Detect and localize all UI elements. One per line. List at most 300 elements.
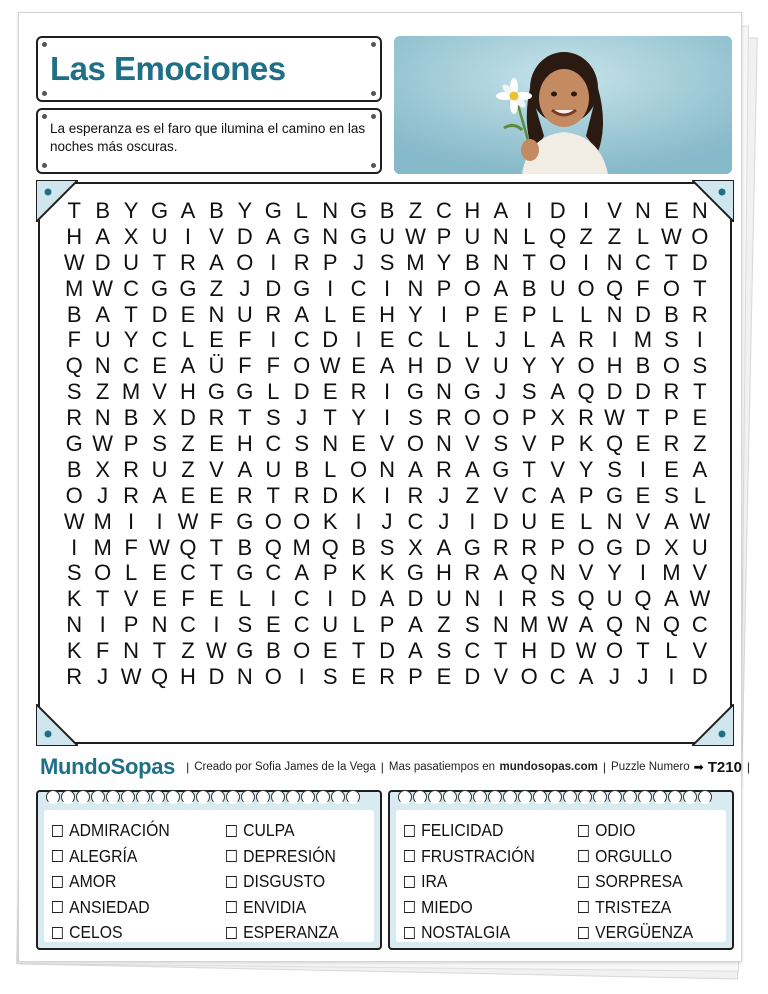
grid-cell[interactable]: I xyxy=(696,327,703,353)
grid-cell[interactable]: I xyxy=(99,612,106,638)
grid-cell[interactable]: K xyxy=(379,560,395,586)
grid-cell[interactable]: E xyxy=(550,508,565,534)
grid-cell[interactable]: N xyxy=(151,612,168,638)
grid-cell[interactable]: S xyxy=(265,405,281,431)
grid-cell[interactable]: H xyxy=(464,198,481,223)
grid-cell[interactable]: E xyxy=(635,482,651,508)
grid-cell[interactable]: S xyxy=(294,431,310,457)
grid-cell[interactable]: I xyxy=(383,275,391,301)
grid-cell[interactable]: W xyxy=(575,638,597,664)
grid-cell[interactable]: S xyxy=(465,612,480,638)
grid-cell[interactable]: N xyxy=(407,275,424,301)
grid-cell[interactable]: V xyxy=(465,353,480,379)
grid-cell[interactable]: W xyxy=(319,353,341,379)
grid-cell[interactable]: C xyxy=(521,482,538,508)
grid-cell[interactable]: F xyxy=(181,586,195,612)
grid-cell[interactable]: D xyxy=(322,327,339,353)
grid-cell[interactable]: G xyxy=(179,275,197,301)
checkbox-icon[interactable] xyxy=(226,901,237,913)
grid-cell[interactable]: W xyxy=(689,586,711,612)
grid-cell[interactable]: P xyxy=(578,482,594,508)
grid-cell[interactable]: I xyxy=(128,508,135,534)
grid-cell[interactable]: S xyxy=(379,249,395,275)
grid-cell[interactable]: T xyxy=(152,249,167,275)
grid-cell[interactable]: E xyxy=(664,456,679,482)
site-link[interactable]: mundosopas.com xyxy=(499,761,598,773)
grid-cell[interactable]: E xyxy=(322,638,338,664)
grid-cell[interactable]: D xyxy=(691,249,708,275)
grid-cell[interactable]: L xyxy=(665,638,678,664)
grid-cell[interactable]: O xyxy=(463,275,481,301)
grid-cell[interactable]: A xyxy=(493,198,509,223)
grid-cell[interactable]: L xyxy=(523,327,536,353)
grid-cell[interactable]: K xyxy=(351,560,366,586)
grid-cell[interactable]: R xyxy=(691,301,708,327)
grid-cell[interactable]: W xyxy=(547,612,569,638)
grid-cell[interactable]: S xyxy=(66,560,82,586)
grid-cell[interactable]: R xyxy=(350,379,367,405)
grid-cell[interactable]: Y xyxy=(408,301,423,327)
grid-cell[interactable]: L xyxy=(295,198,308,223)
checkbox-icon[interactable] xyxy=(52,876,63,888)
grid-cell[interactable]: J xyxy=(97,664,109,690)
checkbox-icon[interactable] xyxy=(52,927,63,939)
grid-cell[interactable]: Y xyxy=(578,456,594,482)
grid-cell[interactable]: U xyxy=(94,327,111,353)
grid-cell[interactable]: T xyxy=(664,249,679,275)
grid-cell[interactable]: I xyxy=(497,586,504,612)
grid-cell[interactable]: L xyxy=(523,223,536,249)
grid-cell[interactable]: P xyxy=(436,275,452,301)
grid-cell[interactable]: V xyxy=(379,431,395,457)
grid-cell[interactable]: P xyxy=(465,301,480,327)
grid-cell[interactable]: T xyxy=(209,560,224,586)
grid-cell[interactable]: H xyxy=(180,379,196,405)
grid-cell[interactable]: H xyxy=(435,560,452,586)
grid-cell[interactable]: P xyxy=(550,431,565,457)
grid-cell[interactable]: Ü xyxy=(208,353,225,379)
grid-cell[interactable]: P xyxy=(322,560,338,586)
grid-cell[interactable]: T xyxy=(238,405,252,431)
grid-cell[interactable]: Q xyxy=(520,560,538,586)
grid-cell[interactable]: F xyxy=(67,327,81,353)
grid-cell[interactable]: S xyxy=(550,586,565,612)
grid-cell[interactable]: O xyxy=(264,508,282,534)
grid-cell[interactable]: M xyxy=(292,534,311,560)
grid-cell[interactable]: I xyxy=(270,249,277,275)
grid-cell[interactable]: M xyxy=(662,560,681,586)
grid-cell[interactable]: R xyxy=(578,405,595,431)
grid-cell[interactable]: J xyxy=(495,379,507,405)
grid-cell[interactable]: E xyxy=(265,612,281,638)
grid-cell[interactable]: L xyxy=(324,456,337,482)
grid-cell[interactable]: F xyxy=(124,534,138,560)
grid-cell[interactable]: W xyxy=(405,223,426,249)
grid-cell[interactable]: E xyxy=(180,301,196,327)
grid-cell[interactable]: I xyxy=(639,456,647,482)
grid-cell[interactable]: A xyxy=(493,560,509,586)
grid-cell[interactable]: W xyxy=(689,508,711,534)
grid-cell[interactable]: H xyxy=(66,223,83,249)
grid-cell[interactable]: B xyxy=(635,353,651,379)
grid-cell[interactable]: R xyxy=(66,664,83,690)
grid-cell[interactable]: S xyxy=(152,431,167,457)
grid-cell[interactable]: A xyxy=(408,638,423,664)
grid-cell[interactable]: C xyxy=(435,198,452,223)
grid-cell[interactable]: N xyxy=(606,249,623,275)
grid-cell[interactable]: P xyxy=(322,249,338,275)
grid-cell[interactable]: N xyxy=(606,301,623,327)
grid-cell[interactable]: Q xyxy=(634,586,652,612)
grid-cell[interactable]: R xyxy=(521,534,538,560)
grid-cell[interactable]: X xyxy=(95,456,110,482)
grid-cell[interactable]: R xyxy=(66,405,83,431)
grid-cell[interactable]: L xyxy=(181,327,195,353)
grid-cell[interactable]: O xyxy=(492,405,510,431)
grid-cell[interactable]: N xyxy=(66,612,83,638)
grid-cell[interactable]: I xyxy=(383,405,391,431)
grid-cell[interactable]: R xyxy=(293,249,310,275)
grid-cell[interactable]: S xyxy=(521,379,537,405)
checkbox-icon[interactable] xyxy=(226,850,237,862)
grid-cell[interactable]: U xyxy=(236,301,253,327)
grid-cell[interactable]: U xyxy=(322,612,339,638)
grid-cell[interactable]: D xyxy=(492,508,509,534)
grid-cell[interactable]: B xyxy=(237,534,253,560)
grid-cell[interactable]: O xyxy=(65,482,83,508)
grid-cell[interactable]: O xyxy=(463,405,481,431)
grid-cell[interactable]: G xyxy=(236,379,254,405)
grid-cell[interactable]: D xyxy=(208,664,225,690)
grid-cell[interactable]: R xyxy=(492,534,509,560)
grid-cell[interactable]: O xyxy=(94,560,112,586)
grid-cell[interactable]: S xyxy=(607,456,622,482)
grid-cell[interactable]: X xyxy=(550,405,565,431)
grid-cell[interactable]: G xyxy=(264,198,282,223)
grid-cell[interactable]: N xyxy=(492,223,509,249)
grid-cell[interactable]: R xyxy=(180,249,196,275)
checkbox-icon[interactable] xyxy=(52,825,63,837)
grid-cell[interactable]: C xyxy=(265,431,282,457)
grid-cell[interactable]: L xyxy=(693,482,706,508)
grid-cell[interactable]: S xyxy=(493,431,509,457)
grid-cell[interactable]: V xyxy=(692,560,708,586)
grid-cell[interactable]: F xyxy=(636,275,650,301)
grid-cell[interactable]: Q xyxy=(179,534,197,560)
grid-cell[interactable]: K xyxy=(322,508,338,534)
grid-cell[interactable]: G xyxy=(207,379,225,405)
grid-cell[interactable]: L xyxy=(636,223,650,249)
grid-cell[interactable]: E xyxy=(351,353,366,379)
grid-cell[interactable]: O xyxy=(577,353,595,379)
grid-cell[interactable]: F xyxy=(238,327,252,353)
grid-cell[interactable]: L xyxy=(267,379,280,405)
grid-cell[interactable]: V xyxy=(209,456,224,482)
grid-cell[interactable]: B xyxy=(66,456,82,482)
grid-cell[interactable]: E xyxy=(351,431,366,457)
grid-cell[interactable]: Z xyxy=(693,431,707,457)
grid-cell[interactable]: Z xyxy=(408,198,423,223)
grid-cell[interactable]: C xyxy=(464,638,481,664)
grid-cell[interactable]: I xyxy=(583,249,590,275)
grid-cell[interactable]: Z xyxy=(465,482,480,508)
grid-cell[interactable]: P xyxy=(123,431,139,457)
grid-cell[interactable]: A xyxy=(664,586,679,612)
grid-cell[interactable]: T xyxy=(323,405,337,431)
grid-cell[interactable]: H xyxy=(180,664,196,690)
grid-cell[interactable]: D xyxy=(151,301,168,327)
grid-cell[interactable]: M xyxy=(93,534,112,560)
grid-cell[interactable]: A xyxy=(180,353,196,379)
grid-cell[interactable]: T xyxy=(209,534,224,560)
checkbox-icon[interactable] xyxy=(404,901,415,913)
grid-cell[interactable]: A xyxy=(237,456,253,482)
grid-cell[interactable]: C xyxy=(151,327,168,353)
grid-cell[interactable]: R xyxy=(521,586,538,612)
grid-cell[interactable]: N xyxy=(464,586,481,612)
grid-cell[interactable]: A xyxy=(180,198,196,223)
grid-cell[interactable]: I xyxy=(355,508,362,534)
grid-cell[interactable]: K xyxy=(66,586,82,612)
grid-cell[interactable]: I xyxy=(184,223,192,249)
grid-cell[interactable]: T xyxy=(124,301,138,327)
grid-cell[interactable]: J xyxy=(381,508,393,534)
grid-cell[interactable]: X xyxy=(123,223,139,249)
grid-cell[interactable]: J xyxy=(97,482,109,508)
grid-cell[interactable]: E xyxy=(209,431,224,457)
grid-cell[interactable]: S xyxy=(379,534,395,560)
grid-cell[interactable]: L xyxy=(238,586,251,612)
grid-cell[interactable]: U xyxy=(151,223,168,249)
grid-cell[interactable]: L xyxy=(466,327,479,353)
grid-cell[interactable]: V xyxy=(607,198,622,223)
grid-cell[interactable]: Z xyxy=(437,612,451,638)
grid-cell[interactable]: D xyxy=(322,482,339,508)
grid-cell[interactable]: K xyxy=(66,638,82,664)
grid-cell[interactable]: C xyxy=(123,275,140,301)
grid-cell[interactable]: G xyxy=(236,638,254,664)
grid-cell[interactable]: A xyxy=(550,327,565,353)
grid-cell[interactable]: C xyxy=(293,612,310,638)
grid-cell[interactable]: V xyxy=(123,586,139,612)
grid-cell[interactable]: I xyxy=(583,198,590,223)
grid-cell[interactable]: C xyxy=(407,327,424,353)
grid-cell[interactable]: T xyxy=(693,379,707,405)
grid-cell[interactable]: R xyxy=(663,379,680,405)
grid-cell[interactable]: J xyxy=(353,249,365,275)
grid-cell[interactable]: M xyxy=(121,379,141,405)
grid-cell[interactable]: T xyxy=(152,638,167,664)
grid-cell[interactable]: M xyxy=(65,275,84,301)
grid-cell[interactable]: S xyxy=(692,353,708,379)
grid-cell[interactable]: A xyxy=(578,664,594,690)
grid-cell[interactable]: I xyxy=(668,664,675,690)
grid-cell[interactable]: D xyxy=(236,223,253,249)
grid-cell[interactable]: D xyxy=(265,275,282,301)
grid-cell[interactable]: J xyxy=(438,482,450,508)
grid-cell[interactable]: C xyxy=(180,560,196,586)
grid-cell[interactable]: T xyxy=(67,198,81,223)
grid-cell[interactable]: Y xyxy=(521,353,537,379)
grid-cell[interactable]: I xyxy=(526,198,533,223)
grid-cell[interactable]: Z xyxy=(607,223,622,249)
grid-cell[interactable]: D xyxy=(94,249,111,275)
checkbox-icon[interactable] xyxy=(404,850,415,862)
grid-cell[interactable]: M xyxy=(520,612,539,638)
grid-cell[interactable]: A xyxy=(578,612,594,638)
grid-cell[interactable]: N xyxy=(123,638,140,664)
grid-cell[interactable]: F xyxy=(266,353,280,379)
grid-cell[interactable]: R xyxy=(236,482,253,508)
grid-cell[interactable]: E xyxy=(209,482,224,508)
grid-cell[interactable]: O xyxy=(293,638,311,664)
grid-cell[interactable]: Z xyxy=(181,431,195,457)
grid-cell[interactable]: N xyxy=(435,431,452,457)
grid-cell[interactable]: A xyxy=(379,353,395,379)
grid-cell[interactable]: P xyxy=(521,405,537,431)
grid-cell[interactable]: G xyxy=(150,275,169,301)
grid-cell[interactable]: C xyxy=(293,327,310,353)
grid-cell[interactable]: S xyxy=(408,405,423,431)
grid-cell[interactable]: B xyxy=(294,456,310,482)
grid-cell[interactable]: E xyxy=(322,379,338,405)
grid-cell[interactable]: U xyxy=(151,456,168,482)
grid-cell[interactable]: S xyxy=(664,482,679,508)
grid-cell[interactable]: W xyxy=(149,534,170,560)
grid-cell[interactable]: P xyxy=(123,612,139,638)
grid-cell[interactable]: Y xyxy=(351,405,366,431)
grid-cell[interactable]: R xyxy=(208,405,225,431)
grid-cell[interactable]: A xyxy=(379,586,395,612)
grid-cell[interactable]: Q xyxy=(605,431,624,457)
grid-cell[interactable]: N xyxy=(435,379,452,405)
grid-cell[interactable]: Q xyxy=(577,586,595,612)
grid-cell[interactable]: T xyxy=(693,275,707,301)
grid-cell[interactable]: C xyxy=(293,586,310,612)
grid-cell[interactable]: B xyxy=(379,198,395,223)
grid-cell[interactable]: Q xyxy=(549,223,567,249)
grid-cell[interactable]: A xyxy=(664,508,679,534)
grid-cell[interactable]: X xyxy=(664,534,679,560)
grid-cell[interactable]: G xyxy=(293,223,311,249)
grid-cell[interactable]: R xyxy=(123,482,140,508)
checkbox-icon[interactable] xyxy=(578,825,589,837)
grid-cell[interactable]: I xyxy=(327,275,334,301)
grid-cell[interactable]: D xyxy=(407,586,424,612)
grid-cell[interactable]: V xyxy=(152,379,167,405)
grid-cell[interactable]: B xyxy=(66,301,82,327)
grid-cell[interactable]: I xyxy=(213,612,220,638)
grid-cell[interactable]: W xyxy=(177,508,199,534)
grid-cell[interactable]: S xyxy=(66,379,82,405)
grid-cell[interactable]: U xyxy=(123,249,140,275)
grid-cell[interactable]: Q xyxy=(662,612,680,638)
grid-cell[interactable]: B xyxy=(123,405,139,431)
grid-cell[interactable]: Z xyxy=(181,456,195,482)
grid-cell[interactable]: E xyxy=(152,560,167,586)
grid-cell[interactable]: U xyxy=(435,586,452,612)
grid-cell[interactable]: G xyxy=(236,560,254,586)
grid-cell[interactable]: E xyxy=(152,353,167,379)
grid-cell[interactable]: W xyxy=(63,508,85,534)
grid-cell[interactable]: U xyxy=(606,586,623,612)
checkbox-icon[interactable] xyxy=(226,876,237,888)
grid-cell[interactable]: J xyxy=(239,275,251,301)
grid-cell[interactable]: I xyxy=(355,327,362,353)
grid-cell[interactable]: O xyxy=(662,275,680,301)
grid-cell[interactable]: G xyxy=(463,379,481,405)
grid-cell[interactable]: R xyxy=(293,482,310,508)
grid-cell[interactable]: R xyxy=(123,456,140,482)
grid-cell[interactable]: N xyxy=(635,198,651,223)
grid-cell[interactable]: L xyxy=(579,301,593,327)
grid-cell[interactable]: D xyxy=(435,353,452,379)
grid-cell[interactable]: A xyxy=(408,456,423,482)
grid-cell[interactable]: A xyxy=(95,301,110,327)
grid-cell[interactable]: D xyxy=(549,198,566,223)
grid-cell[interactable]: O xyxy=(662,353,680,379)
grid-cell[interactable]: I xyxy=(611,327,618,353)
grid-cell[interactable]: O xyxy=(236,249,254,275)
grid-cell[interactable]: E xyxy=(664,198,679,223)
grid-cell[interactable]: Z xyxy=(579,223,593,249)
grid-cell[interactable]: A xyxy=(209,249,224,275)
grid-cell[interactable]: N xyxy=(94,353,111,379)
grid-cell[interactable]: C xyxy=(549,664,566,690)
grid-cell[interactable]: I xyxy=(383,482,391,508)
grid-cell[interactable]: H xyxy=(521,638,538,664)
checkbox-icon[interactable] xyxy=(578,850,589,862)
checkbox-icon[interactable] xyxy=(404,876,415,888)
grid-cell[interactable]: O xyxy=(520,664,538,690)
grid-cell[interactable]: H xyxy=(407,353,424,379)
grid-cell[interactable]: N xyxy=(691,198,708,223)
grid-cell[interactable]: I xyxy=(327,586,334,612)
grid-cell[interactable]: C xyxy=(350,275,367,301)
checkbox-icon[interactable] xyxy=(578,876,589,888)
grid-cell[interactable]: Q xyxy=(577,379,595,405)
grid-cell[interactable]: Y xyxy=(123,198,139,223)
grid-cell[interactable]: Y xyxy=(237,198,253,223)
checkbox-icon[interactable] xyxy=(226,825,237,837)
grid-cell[interactable]: M xyxy=(93,508,112,534)
checkbox-icon[interactable] xyxy=(404,825,415,837)
grid-cell[interactable]: V xyxy=(493,482,509,508)
checkbox-icon[interactable] xyxy=(52,901,63,913)
grid-cell[interactable]: J xyxy=(637,664,649,690)
grid-cell[interactable]: R xyxy=(663,431,680,457)
grid-cell[interactable]: C xyxy=(180,612,196,638)
grid-cell[interactable]: A xyxy=(294,560,310,586)
grid-cell[interactable]: E xyxy=(692,405,708,431)
grid-cell[interactable]: W xyxy=(661,223,682,249)
grid-cell[interactable]: S xyxy=(664,327,679,353)
grid-cell[interactable]: N xyxy=(549,560,566,586)
grid-cell[interactable]: N xyxy=(635,612,651,638)
grid-cell[interactable]: D xyxy=(635,534,651,560)
grid-cell[interactable]: L xyxy=(324,301,337,327)
grid-cell[interactable]: C xyxy=(691,612,708,638)
grid-cell[interactable]: B xyxy=(265,638,281,664)
grid-cell[interactable]: I xyxy=(71,534,78,560)
grid-cell[interactable]: A xyxy=(95,223,110,249)
grid-cell[interactable]: U xyxy=(379,223,395,249)
checkbox-icon[interactable] xyxy=(578,901,589,913)
grid-cell[interactable]: A xyxy=(465,456,480,482)
grid-cell[interactable]: G xyxy=(350,223,368,249)
grid-cell[interactable]: D xyxy=(691,664,708,690)
grid-cell[interactable]: G xyxy=(492,456,510,482)
